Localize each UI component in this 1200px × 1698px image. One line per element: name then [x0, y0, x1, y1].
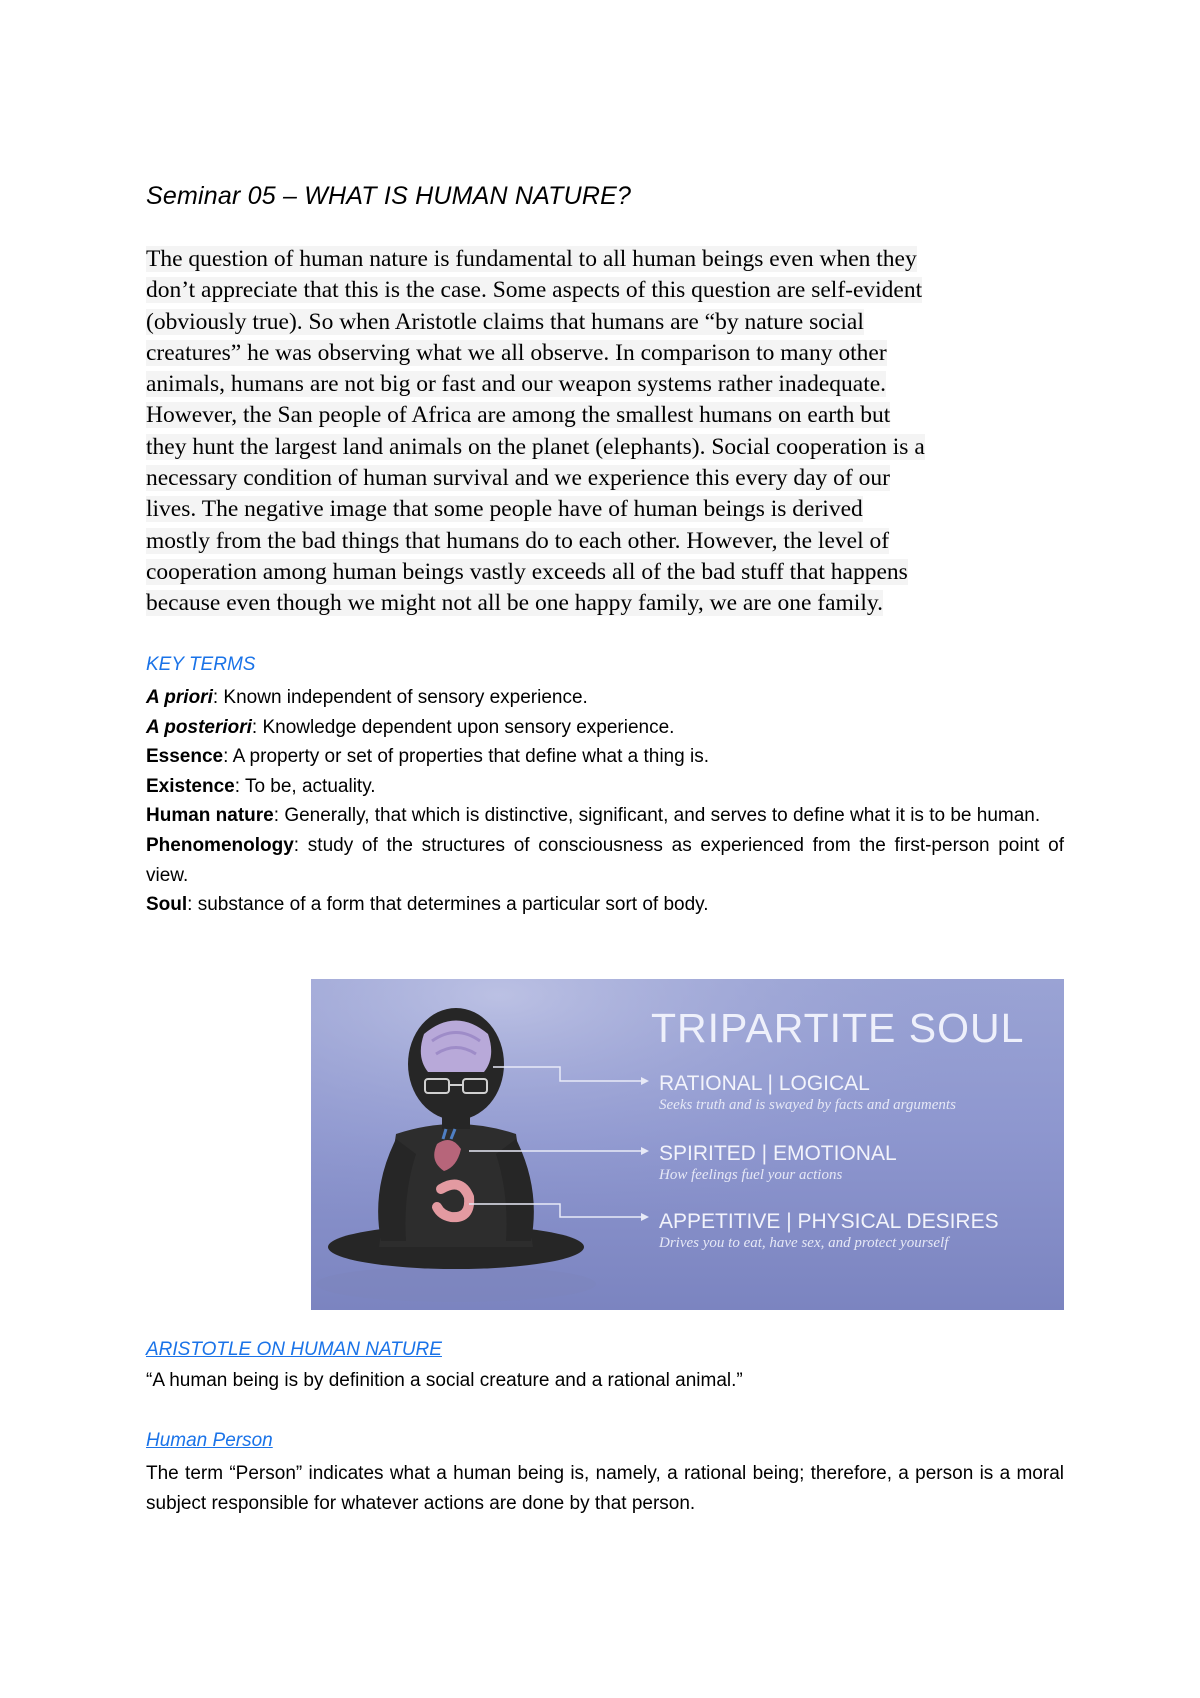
term-label: Soul: [146, 894, 188, 916]
rational-label: RATIONAL | LOGICAL: [659, 1072, 870, 1095]
aristotle-quote: “A human being is by definition a social creature and a rational animal.”: [146, 1370, 743, 1391]
term-label: Existence: [146, 775, 235, 797]
term-definition: Known independent of sensory experience.: [223, 687, 588, 708]
intro-line: don’t appreciate that this is the case. Some aspects of this question are self-evident: [146, 277, 923, 304]
appetitive-desc: Drives you to eat, have sex, and protect yourself: [659, 1235, 949, 1251]
key-terms-list: [146, 683, 1064, 920]
term-existence: Existence: To be, actuality.: [146, 775, 376, 797]
intro-line: However, the San people of Africa are among the smallest humans on earth but: [146, 402, 891, 429]
term-a-posteriori: A posteriori: Knowledge dependent upon sensory experience.: [146, 716, 675, 738]
term-essence: Essence: A property or set of properties that define what a thing is.: [146, 746, 709, 768]
spirited-label: SPIRITED | EMOTIONAL: [659, 1142, 897, 1165]
tripartite-soul-illustration: [311, 979, 1064, 1310]
intro-line: necessary condition of human survival and we experience this every day of our: [146, 465, 890, 492]
intro-line: creatures” he was observing what we all observe. In comparison to many other: [146, 339, 887, 366]
term-definition: study of the structures of consciousness as experienced from the first-person point of view.: [146, 834, 1065, 886]
term-label: Human nature: [146, 805, 274, 827]
term-human-nature: Human nature: Generally, that which is distinctive, significant, and serves to define what it is to be human.: [146, 805, 1041, 827]
tripartite-soul-figure: [311, 979, 1064, 1310]
term-definition: To be, actuality.: [244, 775, 376, 797]
human-person-paragraph: The term “Person” indicates what a human being is, namely, a rational being; therefore, a person is a moral subject responsible for whatever actions are done by that person.: [146, 1463, 1064, 1514]
spirited-desc: How feelings fuel your actions: [659, 1167, 843, 1183]
intro-line: they hunt the largest land animals on the planet (elephants). Social cooperation is a: [146, 433, 925, 460]
intro-line: (obviously true). So when Aristotle claims that humans are “by nature social: [146, 308, 864, 335]
intro-paragraph: [146, 244, 1066, 620]
rational-desc: Seeks truth and is swayed by facts and arguments: [659, 1097, 956, 1113]
intro-line: The question of human nature is fundamental to all human beings even when they: [146, 246, 917, 272]
term-a-priori: A priori: Known independent of sensory experience.: [146, 687, 588, 708]
term-label: A posteriori: [146, 716, 252, 738]
intro-line: lives. The negative image that some people have of human beings is derived: [146, 496, 863, 523]
term-soul: Soul: substance of a form that determines a particular sort of body.: [146, 894, 709, 916]
figure-title: TRIPARTITE SOUL: [651, 1005, 1025, 1051]
term-definition: substance of a form that determines a particular sort of body.: [197, 894, 709, 916]
term-definition: Knowledge dependent upon sensory experience.: [262, 716, 675, 738]
human-person-link[interactable]: Human Person: [146, 1430, 273, 1451]
key-terms-link[interactable]: KEY TERMS: [146, 654, 256, 675]
appetitive-label: APPETITIVE | PHYSICAL DESIRES: [659, 1210, 999, 1233]
term-label: Essence: [146, 746, 224, 768]
term-definition: Generally, that which is distinctive, significant, and serves to define what it is to be human.: [284, 805, 1041, 827]
term-label: A priori: [146, 687, 213, 708]
term-label: Phenomenology: [146, 834, 294, 856]
page-title: Seminar 05 – WHAT IS HUMAN NATURE?: [146, 182, 632, 210]
aristotle-heading-link[interactable]: ARISTOTLE ON HUMAN NATURE: [146, 1339, 442, 1360]
term-phenomenology: Phenomenology: study of the structures of consciousness as experienced from the first-person point of view.: [146, 834, 1065, 886]
intro-line: because even though we might not all be one happy family, we are one family.: [146, 590, 883, 617]
intro-line: mostly from the bad things that humans do to each other. However, the level of: [146, 527, 890, 554]
intro-line: cooperation among human beings vastly exceeds all of the bad stuff that happens: [146, 558, 908, 585]
intro-line: animals, humans are not big or fast and our weapon systems rather inadequate.: [146, 371, 887, 398]
term-definition: A property or set of properties that define what a thing is.: [232, 746, 709, 768]
